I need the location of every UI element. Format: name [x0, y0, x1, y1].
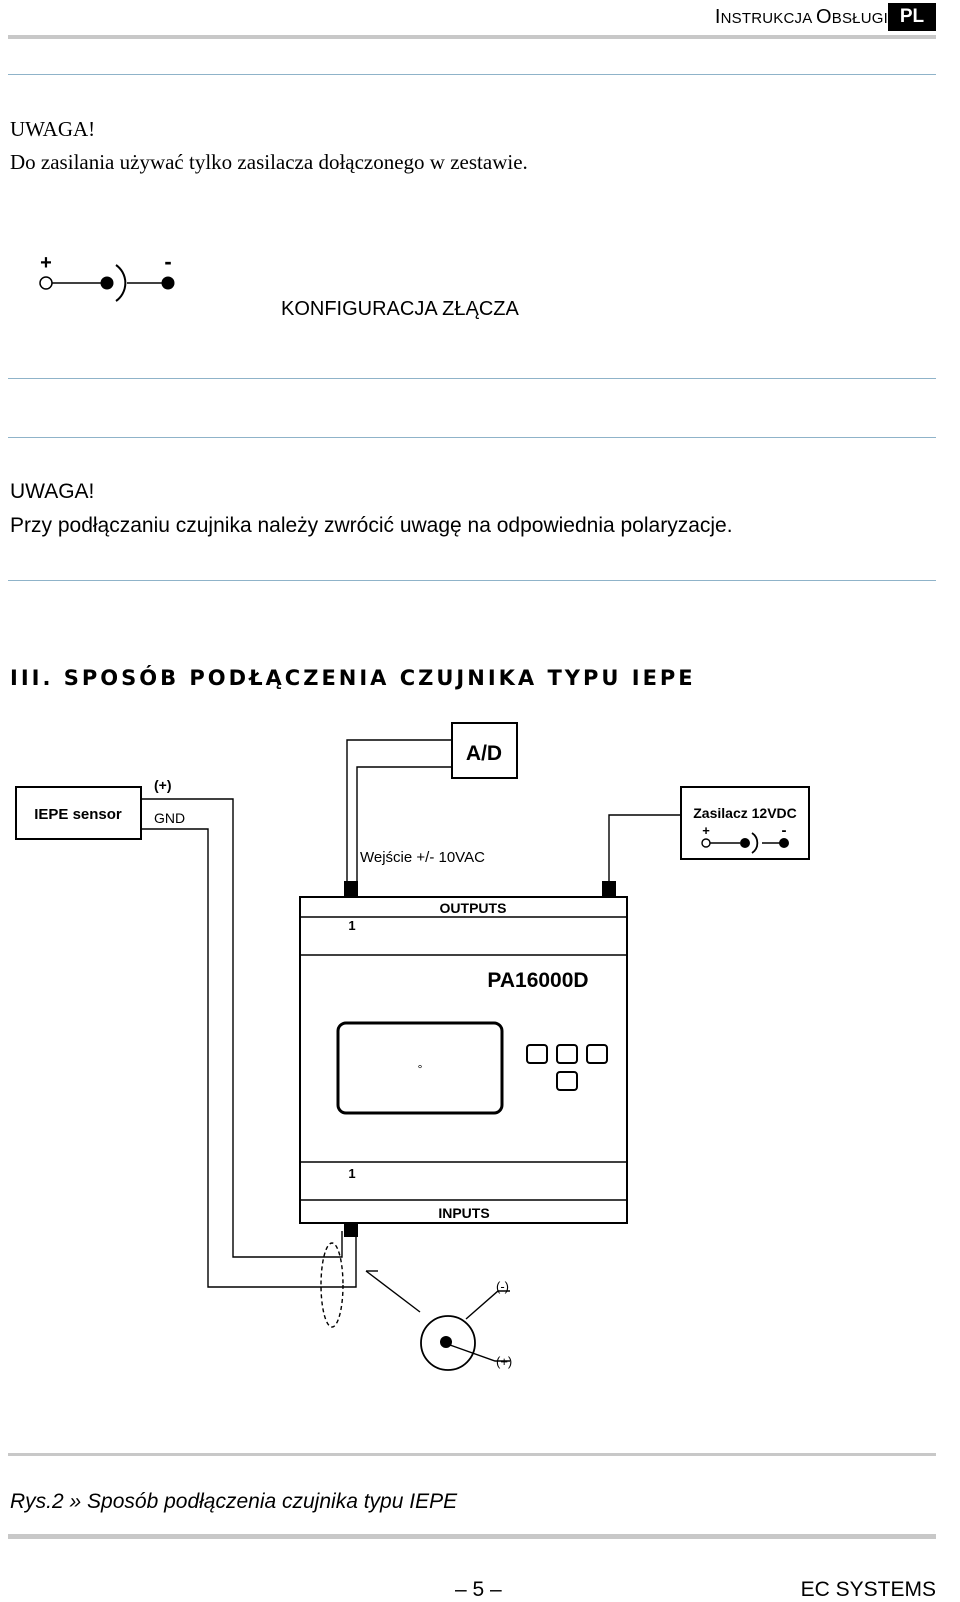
document-title: [715, 6, 888, 29]
caption-rule: [8, 1453, 936, 1456]
outputs-label: OUTPUTS: [439, 900, 507, 916]
closed-terminal: [162, 277, 175, 290]
notice-heading: UWAGA!: [10, 480, 95, 503]
connector-label: KONFIGURACJA ZŁĄCZA: [281, 298, 519, 320]
divider: [8, 437, 936, 438]
section-heading: III. SPOSÓB PODŁĄCZENIA CZUJNIKA TYPU IEPE: [10, 666, 696, 690]
title-part: I: [714, 6, 721, 28]
center-pin: [101, 277, 114, 290]
psu-closed-terminal: [779, 838, 789, 848]
divider: [8, 580, 936, 581]
input-terminal: [344, 1223, 358, 1237]
shield-ellipse: [321, 1243, 343, 1327]
divider: [8, 378, 936, 379]
power-supply-box: [681, 787, 809, 859]
header-rule: [8, 35, 936, 39]
input-range-label: Wejście +/- 10VAC: [360, 849, 485, 866]
jack-sleeve: [116, 265, 125, 301]
language-badge: PL: [888, 3, 936, 31]
open-terminal: [40, 277, 52, 289]
divider: [8, 74, 936, 75]
device-key: [557, 1045, 577, 1063]
coax-minus-leader: [466, 1291, 510, 1319]
psu-plus: +: [702, 823, 710, 838]
model-label: PA16000D: [487, 969, 589, 992]
title-part: BSŁUGI: [831, 10, 888, 27]
device-key: [557, 1072, 577, 1090]
sensor-wire-plus: [141, 799, 342, 1257]
ad-wire: [357, 767, 452, 885]
plus-wire-label: (+): [154, 777, 172, 793]
plus-sign: +: [40, 252, 52, 274]
coax-plus-label: (+): [496, 1354, 513, 1369]
figure-caption: Rys.2 » Sposób podłączenia czujnika typu IEPE: [10, 1490, 458, 1513]
psu-center-pin: [740, 838, 750, 848]
gnd-wire-label: GND: [154, 810, 186, 826]
psu-jack-sleeve: [752, 833, 757, 853]
sensor-label: IEPE sensor: [34, 806, 122, 823]
device-key: [527, 1045, 547, 1063]
ad-label: A/D: [465, 742, 503, 765]
connector-polarity-diagram: [30, 252, 190, 302]
coax-minus-label: (-): [496, 1279, 509, 1294]
bnc-center-pin: [440, 1336, 452, 1348]
psu-minus: -: [781, 822, 787, 839]
notice-heading: UWAGA!: [10, 117, 96, 141]
output-terminal-number: 1: [348, 918, 356, 933]
device-key: [587, 1045, 607, 1063]
display-indicator: °: [417, 1062, 423, 1076]
input-terminal-number: 1: [348, 1166, 356, 1181]
title-part: O: [816, 6, 832, 28]
psu-open-terminal: [702, 839, 710, 847]
footer-rule: [8, 1534, 936, 1539]
pointer-arrow: [366, 1271, 420, 1312]
page-number: – 5 –: [455, 1578, 502, 1601]
wiring-diagram: [0, 705, 960, 1395]
psu-label: Zasilacz 12VDC: [693, 805, 797, 821]
notice-text: Przy podłączaniu czujnika należy zwrócić uwagę na odpowiednia polaryzacje.: [10, 514, 733, 537]
title-part: NSTRUKCJA: [720, 10, 816, 27]
company-name: EC SYSTEMS: [800, 1578, 936, 1601]
power-terminal: [602, 881, 616, 897]
notice-text: Do zasilania używać tylko zasilacza dołączonego w zestawie.: [10, 150, 528, 174]
inputs-label: INPUTS: [438, 1205, 490, 1221]
output-terminal: [344, 881, 358, 897]
psu-wire: [609, 815, 681, 885]
minus-sign: -: [164, 252, 172, 274]
